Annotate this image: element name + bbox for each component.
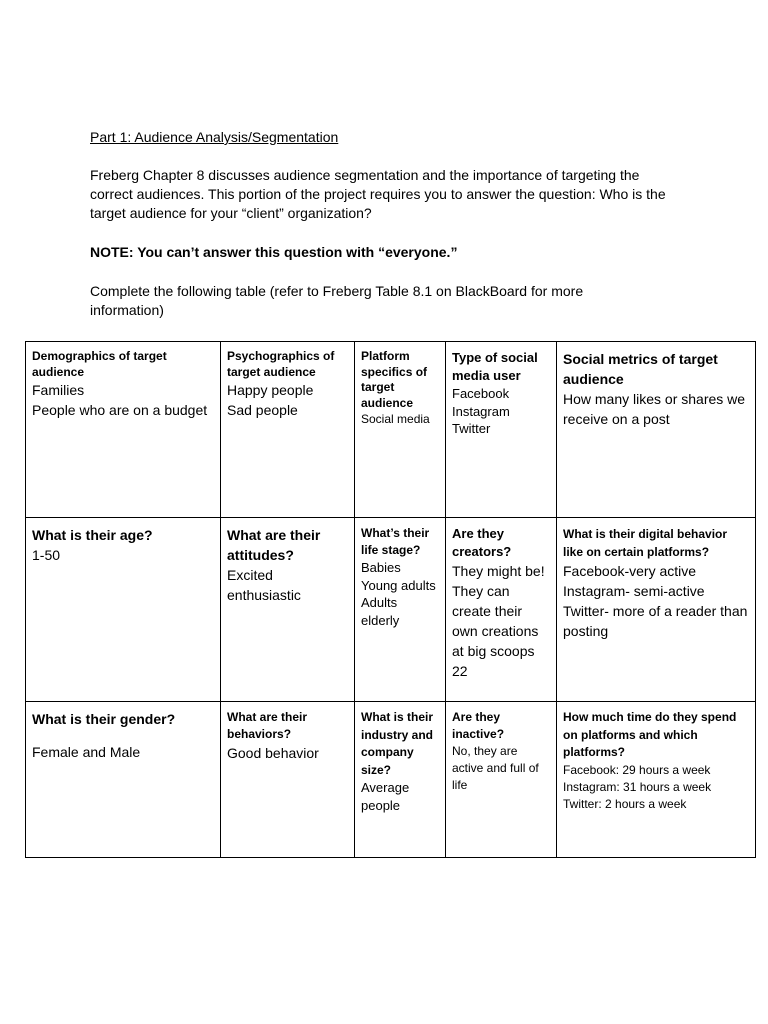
cell-answer-line: Facebook-very active bbox=[563, 563, 697, 579]
segmentation-table bbox=[25, 341, 756, 858]
table-cell bbox=[26, 342, 221, 518]
table-cell bbox=[26, 702, 221, 858]
cell-question: What is their gender? bbox=[32, 711, 176, 727]
page-title: Part 1: Audience Analysis/Segmentation bbox=[90, 129, 339, 145]
cell-answer-line: Female and Male bbox=[32, 744, 141, 760]
table-cell bbox=[355, 342, 446, 518]
cell-answer-line: They might be! They can create their own creations at big scoops 22 bbox=[452, 563, 545, 679]
cell-answer-line: 1-50 bbox=[32, 547, 61, 563]
cell-answer-line: enthusiastic bbox=[227, 587, 301, 603]
cell-question: What are their behaviors? bbox=[227, 710, 308, 741]
cell-answer-line: Families bbox=[32, 382, 85, 398]
table-cell bbox=[26, 518, 221, 702]
cell-answer-line: People who are on a budget bbox=[32, 402, 208, 418]
cell-answer-line: Happy people bbox=[227, 382, 314, 398]
cell-answer-line: Babies bbox=[361, 560, 401, 575]
cell-question: What’s their life stage? bbox=[361, 526, 430, 557]
cell-answer-line: Adults bbox=[361, 595, 398, 610]
cell-question: Type of social media user bbox=[452, 350, 538, 383]
cell-answer-line: Facebook: 29 hours a week bbox=[563, 762, 711, 777]
instructions-text: Complete the following table (refer to Freberg Table 8.1 on BlackBoard for more information) bbox=[90, 283, 584, 318]
table-cell bbox=[446, 702, 557, 858]
cell-answer-line: Social media bbox=[361, 412, 430, 426]
cell-answer-line: Instagram bbox=[452, 403, 510, 419]
table-cell bbox=[446, 342, 557, 518]
cell-question: Platform specifics of target audience bbox=[361, 349, 428, 410]
cell-answer-line: No, they are active and full of life bbox=[452, 744, 539, 792]
cell-question: Are they creators? bbox=[452, 526, 512, 559]
table-cell bbox=[557, 342, 756, 518]
cell-question: Social metrics of target audience bbox=[563, 351, 718, 387]
cell-question: How much time do they spend on platforms and which platforms? bbox=[563, 710, 737, 759]
cell-answer-line: Twitter bbox=[452, 421, 491, 436]
cell-answer-line: elderly bbox=[361, 612, 400, 628]
cell-answer-line: Twitter: 2 hours a week bbox=[563, 796, 687, 811]
cell-answer-line: Young adults bbox=[361, 577, 436, 593]
intro-paragraph: Freberg Chapter 8 discusses audience segmentation and the importance of targeting the correct audiences. This portion of the project requires you to answer the question: Who is the target audience for your “client” organization? bbox=[90, 167, 666, 221]
cell-question: Demographics of target audience bbox=[32, 349, 167, 379]
cell-answer-line: Sad people bbox=[227, 402, 298, 418]
table-row bbox=[26, 518, 756, 702]
cell-question: What is their age? bbox=[32, 527, 153, 543]
note-text: NOTE: You can’t answer this question with “everyone.” bbox=[90, 244, 458, 260]
table-cell bbox=[355, 518, 446, 702]
cell-answer-line: Excited bbox=[227, 567, 273, 583]
table-cell bbox=[221, 342, 355, 518]
table-cell bbox=[557, 518, 756, 702]
cell-answer-line: Facebook bbox=[452, 386, 510, 401]
table-cell bbox=[446, 518, 557, 702]
cell-question: What are their attitudes? bbox=[227, 527, 321, 563]
cell-question: What is their industry and company size? bbox=[361, 710, 434, 777]
cell-answer-line: Average people bbox=[361, 780, 410, 813]
cell-answer-line: Instagram- semi-active bbox=[563, 583, 705, 599]
table-cell bbox=[557, 702, 756, 858]
table-row bbox=[26, 702, 756, 858]
cell-answer-line: Twitter- more of a reader than posting bbox=[563, 603, 748, 639]
cell-answer-line: Instagram: 31 hours a week bbox=[563, 779, 712, 794]
cell-answer-line: How many likes or shares we receive on a post bbox=[563, 391, 746, 427]
table-row bbox=[26, 342, 756, 518]
cell-answer-line: Good behavior bbox=[227, 745, 319, 761]
table-cell bbox=[355, 702, 446, 858]
cell-question: What is their digital behavior like on certain platforms? bbox=[563, 527, 728, 559]
cell-question: Are they inactive? bbox=[452, 710, 505, 741]
table-cell bbox=[221, 702, 355, 858]
cell-question: Psychographics of target audience bbox=[227, 349, 335, 379]
table-cell bbox=[221, 518, 355, 702]
